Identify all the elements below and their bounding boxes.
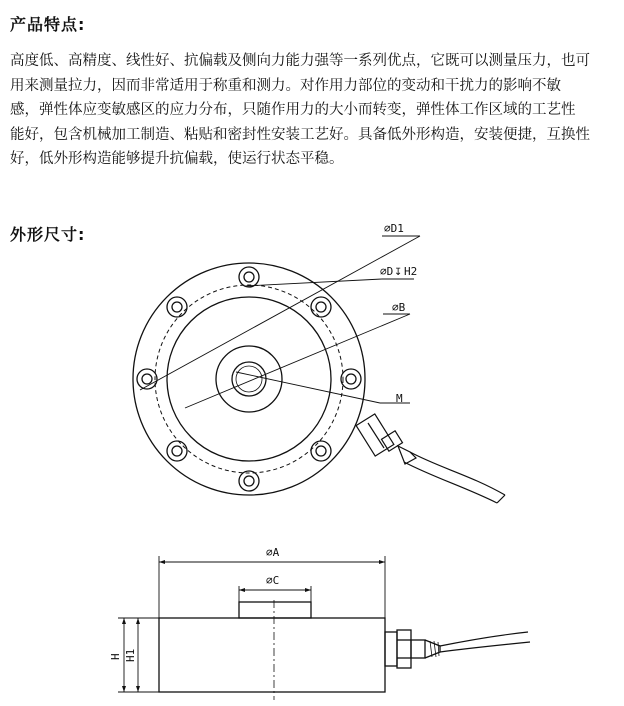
label-b: ⌀B <box>392 301 406 314</box>
outer-flange-circle <box>133 263 365 495</box>
depth-symbol: ↧ <box>394 267 403 278</box>
features-heading: 产品特点: <box>10 15 86 34</box>
loading-button-inner <box>232 362 266 396</box>
bolt-holes <box>137 267 361 491</box>
top-view <box>133 263 505 503</box>
side-body <box>159 618 385 692</box>
features-line: 好，低外形构造能够提升抗偏载，使运行状态平稳。 <box>10 151 344 167</box>
gland-nut <box>385 632 397 666</box>
loading-button-outer <box>216 346 282 412</box>
label-h1: H1 <box>124 648 137 662</box>
leader-b <box>185 314 410 408</box>
label-c: ⌀C <box>266 574 280 587</box>
features-line: 高度低、高精度、线性好、抗偏载及侧向力能力强等一系列优点，它既可以测量压力，也可 <box>10 53 590 69</box>
side-view <box>159 600 530 700</box>
features-line: 能好，包含机械加工制造、粘贴和密封性安装工艺好。具备低外形构造，安装便捷，互换性 <box>10 126 590 143</box>
label-dh2: ⌀D <box>380 265 394 278</box>
label-m: M <box>396 392 403 405</box>
cable-top-1 <box>410 452 505 495</box>
label-d1: ⌀D1 <box>384 222 404 235</box>
leader-dh2 <box>245 279 382 286</box>
label-h: H <box>109 653 122 660</box>
center-thread <box>236 366 262 392</box>
label-a: ⌀A <box>266 546 280 559</box>
features-line: 感，弹性体应变敏感区的应力分布，只随作用力的大小而转变，弹性体工作区域的工艺性 <box>10 102 576 118</box>
features-line: 用来测量拉力，因而非常适用于称重和测力。对作用力部位的变动和干扰力的影响不敏 <box>10 77 561 94</box>
leader-m <box>236 372 380 403</box>
label-h2: H2 <box>404 265 418 278</box>
cable-top-2 <box>404 462 497 503</box>
cable-gland-top <box>356 414 416 464</box>
inner-body-circle <box>167 297 331 461</box>
side-button <box>239 602 311 618</box>
dimensions-heading: 外形尺寸: <box>10 225 86 244</box>
bolt-circle <box>155 285 343 473</box>
